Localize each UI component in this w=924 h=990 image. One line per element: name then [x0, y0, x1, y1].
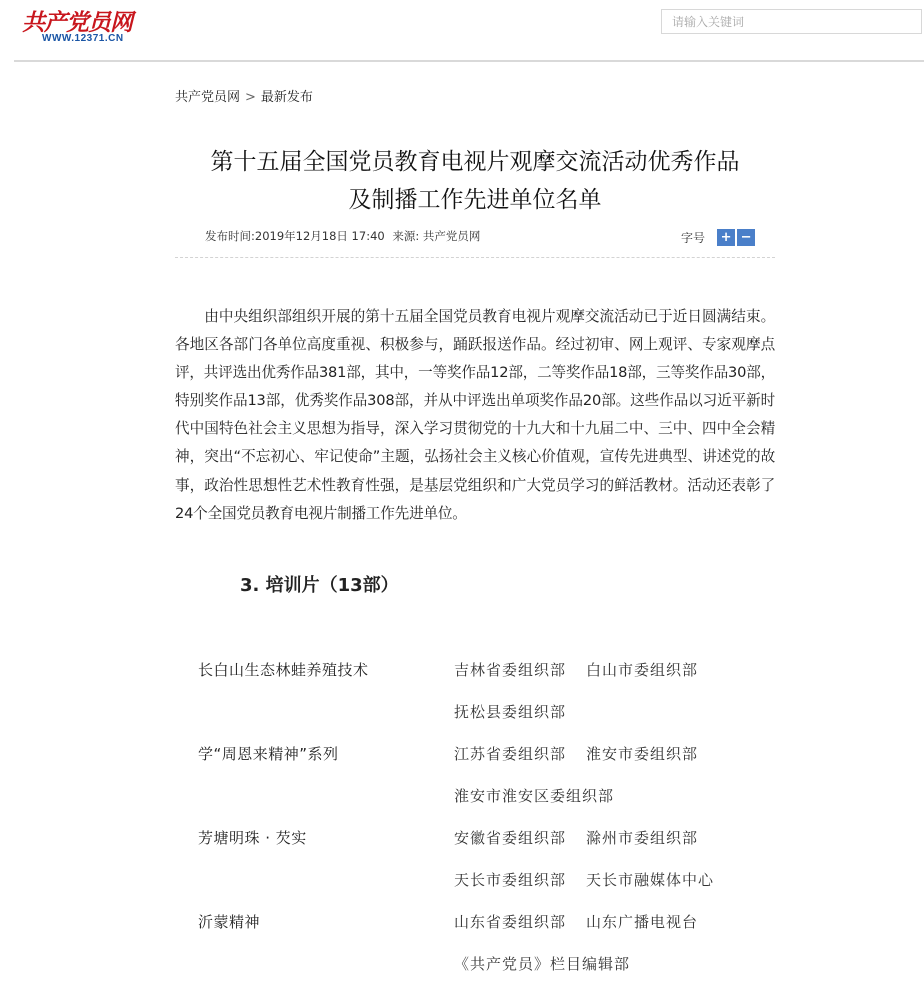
- work-unit: 滁州市委组织部: [586, 829, 699, 847]
- work-units: [454, 701, 566, 722]
- site-logo[interactable]: [20, 4, 140, 48]
- breadcrumb: [175, 86, 313, 105]
- title-line-1: 第十五届全国党员教育电视片观摩交流活动优秀作品: [210, 149, 740, 175]
- breadcrumb-current-link[interactable]: 最新发布: [260, 90, 313, 105]
- title-line-2: 及制播工作先进单位名单: [348, 187, 602, 213]
- work-units: [454, 659, 698, 680]
- breadcrumb-home-link[interactable]: 共产党员网: [175, 90, 241, 105]
- site-header: [0, 0, 924, 62]
- search-input[interactable]: [661, 9, 922, 34]
- work-row: [198, 816, 798, 858]
- work-row: [198, 648, 798, 690]
- work-unit: 山东省委组织部: [454, 913, 567, 931]
- article-meta: [205, 228, 484, 244]
- font-size-label: 字号: [681, 231, 706, 245]
- work-unit: 淮安市淮安区委组织部: [454, 787, 615, 805]
- work-row: [198, 732, 798, 774]
- work-units: [454, 743, 698, 764]
- work-row: [198, 858, 798, 900]
- logo-url: WWW.12371.CN: [42, 33, 124, 44]
- chevron-right-icon: >: [245, 90, 256, 105]
- work-unit: 抚松县委组织部: [454, 703, 567, 721]
- works-list: [198, 648, 798, 984]
- work-title: 学“周恩来精神”系列: [198, 745, 339, 763]
- meta-divider: [175, 257, 775, 258]
- work-title: 长白山生态林蛙养殖技术: [198, 661, 369, 679]
- work-unit: 山东广播电视台: [586, 913, 699, 931]
- work-unit: 《共产党员》栏目编辑部: [454, 955, 631, 973]
- work-unit: 淮安市委组织部: [586, 745, 699, 763]
- publish-time: 发布时间:2019年12月18日 17:40: [205, 229, 385, 243]
- work-row: [198, 690, 798, 732]
- work-row: [198, 942, 798, 984]
- font-increase-button[interactable]: +: [717, 229, 735, 246]
- article-paragraph: 由中央组织部组织开展的第十五届全国党员教育电视片观摩交流活动已于近日圆满结束。各地区各部门各单位高度重视、积极参与，踊跃报送作品。经过初审、网上观评、专家观摩点评，共评选出优秀作品381部，其中，一等奖作品12部，二等奖作品18部，三等奖作品30部，特别奖作品13部，优秀奖作品308部，并从中评选出单项奖作品20部。这些作品以习近平新时代中国特色社会主义思想为指导，深入学习贯彻党的十九大和十九届二中、三中、四中全会精神，突出“不忘初心、牢记使命”主题，弘扬社会主义核心价值观，宣传先进典型、讲述党的故事，政治性思想性艺术性教育性强，是基层党组织和广大党员学习的鲜活教材。活动还表彰了24个全国党员教育电视片制播工作先进单位。: [175, 308, 775, 522]
- work-title: 芳塘明珠 · 芡实: [198, 829, 307, 847]
- work-title: 沂蒙精神: [198, 913, 261, 931]
- article-title: [175, 143, 775, 219]
- work-unit: 安徽省委组织部: [454, 829, 567, 847]
- article-source: 来源: 共产党员网: [392, 229, 481, 243]
- work-units: [454, 827, 698, 848]
- work-units: [454, 869, 714, 890]
- work-unit: 天长市融媒体中心: [586, 871, 715, 889]
- font-decrease-button[interactable]: −: [737, 229, 755, 246]
- work-unit: 吉林省委组织部: [454, 661, 567, 679]
- work-units: [454, 911, 698, 932]
- work-unit: 天长市委组织部: [454, 871, 567, 889]
- header-divider: [14, 60, 924, 62]
- work-unit: 江苏省委组织部: [454, 745, 567, 763]
- work-units: [454, 785, 614, 806]
- work-row: [198, 774, 798, 816]
- work-unit: 白山市委组织部: [586, 661, 699, 679]
- logo-text: 共产党员网: [22, 9, 132, 36]
- work-units: [454, 953, 630, 974]
- section-heading: 3. 培训片（13部）: [240, 575, 399, 596]
- work-row: [198, 900, 798, 942]
- font-size-control: [681, 229, 755, 246]
